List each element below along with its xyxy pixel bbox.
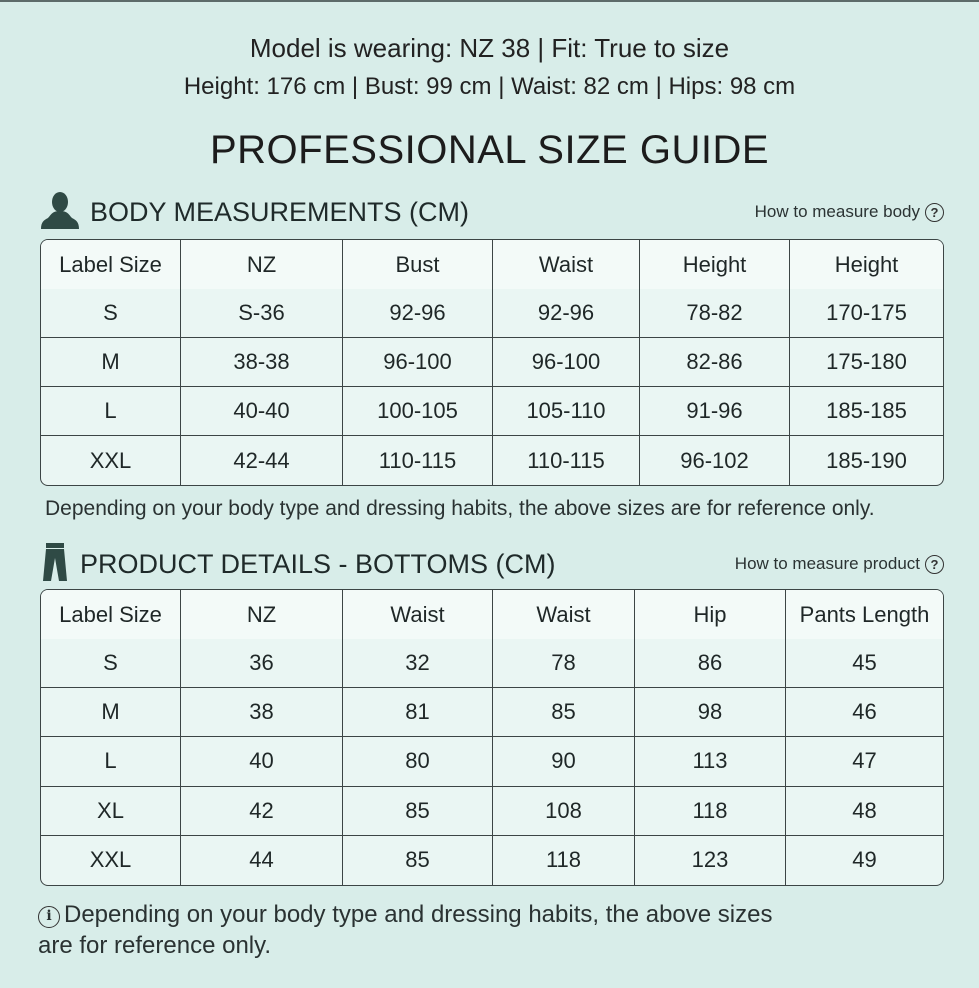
table-cell: 110-115: [493, 436, 640, 485]
table-cell: 78: [493, 639, 635, 688]
table-cell: 113: [635, 737, 786, 786]
table-cell: 96-100: [343, 338, 493, 387]
body-reference-note: Depending on your body type and dressing habits, the above sizes are for reference only.: [45, 497, 875, 520]
table-cell: 96-100: [493, 338, 640, 387]
table-row: [41, 289, 943, 338]
size-label-cell: L: [41, 387, 181, 436]
how-to-measure-body-label: How to measure body: [754, 202, 920, 221]
size-label-cell: S: [41, 639, 181, 688]
model-info-line-1: Model is wearing: NZ 38 | Fit: True to size: [249, 33, 730, 63]
table-cell: 42: [181, 787, 343, 836]
table-row: [41, 639, 943, 688]
column-header: Height: [790, 240, 943, 289]
product-reference-note-text: Depending on your body type and dressing habits, the above sizes are for reference only.: [38, 901, 773, 959]
product-section-header: [40, 544, 944, 584]
table-cell: 110-115: [343, 436, 493, 485]
table-row: [41, 787, 943, 836]
column-header: Waist: [493, 590, 635, 639]
table-cell: 91-96: [640, 387, 790, 436]
table-cell: 118: [493, 836, 635, 885]
table-cell: 118: [635, 787, 786, 836]
table-cell: 105-110: [493, 387, 640, 436]
help-icon: ?: [925, 203, 944, 222]
table-cell: 82-86: [640, 338, 790, 387]
size-label-cell: M: [41, 338, 181, 387]
page-title: PROFESSIONAL SIZE GUIDE: [209, 128, 770, 172]
how-to-measure-product-label: How to measure product: [734, 554, 920, 573]
column-header: Label Size: [41, 590, 181, 639]
column-header: Hip: [635, 590, 786, 639]
table-cell: 92-96: [343, 289, 493, 338]
table-cell: 38: [181, 688, 343, 737]
size-label-cell: S: [41, 289, 181, 338]
table-row: [41, 688, 943, 737]
body-section-header: [40, 192, 944, 232]
table-cell: S-36: [181, 289, 343, 338]
table-cell: 85: [343, 787, 493, 836]
table-cell: 92-96: [493, 289, 640, 338]
table-header-row: [41, 590, 943, 639]
column-header: Bust: [343, 240, 493, 289]
table-cell: 36: [181, 639, 343, 688]
table-row: [41, 338, 943, 387]
body-section-title: BODY MEASUREMENTS (CM): [90, 196, 470, 227]
size-label-cell: XXL: [41, 836, 181, 885]
how-to-measure-body-link[interactable]: [755, 202, 944, 222]
table-cell: 47: [786, 737, 943, 786]
product-reference-note: [38, 899, 798, 961]
pants-icon: [40, 542, 70, 587]
info-icon: i: [38, 906, 60, 928]
size-label-cell: XL: [41, 787, 181, 836]
top-border: [0, 0, 979, 2]
table-cell: 185-190: [826, 447, 907, 473]
table-cell: 32: [343, 639, 493, 688]
table-cell: 170-175: [790, 289, 943, 338]
column-header: Waist: [343, 590, 493, 639]
size-label-cell: L: [41, 737, 181, 786]
product-details-table: [40, 589, 944, 886]
table-cell: 175-180: [790, 338, 943, 387]
table-row: [41, 436, 943, 485]
how-to-measure-product-link[interactable]: [735, 554, 944, 574]
table-cell: 90: [493, 737, 635, 786]
column-header: Height: [640, 240, 790, 289]
table-cell: 48: [786, 787, 943, 836]
table-cell: 185-185: [790, 387, 943, 436]
size-label-cell: M: [41, 688, 181, 737]
table-cell: 49: [852, 847, 877, 873]
column-header: Label Size: [41, 240, 181, 289]
table-header-row: [41, 240, 943, 289]
help-icon: ?: [925, 555, 944, 574]
table-cell: 86: [635, 639, 786, 688]
table-cell: 40: [181, 737, 343, 786]
table-cell: 85: [343, 836, 493, 885]
table-cell: 108: [493, 787, 635, 836]
table-row: [41, 836, 943, 885]
table-cell: 123: [635, 836, 786, 885]
table-cell: 44: [181, 836, 343, 885]
table-cell: 40-40: [181, 387, 343, 436]
person-bust-icon: [40, 191, 80, 234]
table-cell: 100-105: [343, 387, 493, 436]
table-cell: 46: [786, 688, 943, 737]
size-label-cell: XXL: [41, 436, 181, 485]
column-header: Pants Length: [786, 590, 943, 639]
body-measurements-table: [40, 239, 944, 486]
table-cell: 81: [343, 688, 493, 737]
table-cell: 98: [635, 688, 786, 737]
table-cell: 96-102: [640, 436, 790, 485]
column-header: NZ: [181, 590, 343, 639]
product-section-title: PRODUCT DETAILS - BOTTOMS (CM): [80, 548, 556, 579]
table-cell: 78-82: [640, 289, 790, 338]
column-header: NZ: [181, 240, 343, 289]
table-cell: 38-38: [181, 338, 343, 387]
column-header: Waist: [493, 240, 640, 289]
table-cell: 45: [786, 639, 943, 688]
table-row: [41, 387, 943, 436]
table-cell: 80: [343, 737, 493, 786]
table-cell: 85: [493, 688, 635, 737]
model-info-line-2: Height: 176 cm | Bust: 99 cm | Waist: 82 cm | Hips: 98 cm: [183, 73, 796, 100]
table-row: [41, 737, 943, 786]
table-cell: 42-44: [181, 436, 343, 485]
